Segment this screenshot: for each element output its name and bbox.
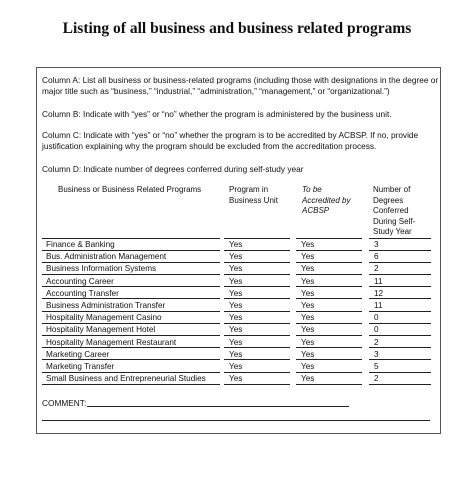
header-degrees-line: During Self-	[373, 216, 416, 226]
in-unit-cell: Yes	[229, 349, 243, 359]
degrees-cell: 3	[374, 349, 379, 359]
column-d-description: Column D: Indicate number of degrees conferred during self-study year	[42, 164, 304, 174]
accredited-cell: Yes	[301, 349, 315, 359]
degrees-cell: 0	[374, 313, 379, 323]
degrees-cell: 2	[374, 264, 379, 274]
degrees-cell: 3	[374, 240, 379, 249]
program-name-cell: Marketing Career	[46, 349, 110, 359]
accredited-cell: Yes	[301, 276, 315, 286]
accredited-cell: Yes	[301, 325, 315, 335]
program-name-cell: Hospitality Management Casino	[46, 313, 162, 323]
header-degrees-line: Study Year	[373, 227, 412, 237]
in-unit-cell: Yes	[229, 252, 243, 262]
comment-line[interactable]	[42, 420, 430, 421]
comment-line[interactable]	[87, 406, 349, 407]
program-name-cell: Marketing Transfer	[46, 362, 115, 371]
header-accredited-line: ACBSP	[302, 206, 330, 216]
program-name-cell: Small Business and Entrepreneurial Studies	[46, 374, 206, 384]
accredited-cell: Yes	[301, 288, 315, 298]
in-unit-cell: Yes	[229, 288, 243, 298]
table-top-rule	[42, 238, 220, 239]
header-degrees-line: Degrees	[373, 195, 404, 205]
program-name-cell: Bus. Administration Management	[46, 252, 167, 262]
degrees-cell: 6	[374, 252, 379, 262]
header-accredited	[302, 185, 350, 217]
in-unit-cell: Yes	[229, 276, 243, 286]
header-degrees-line: Number of	[373, 185, 411, 194]
degrees-cell: 12	[374, 288, 384, 298]
header-in-unit	[229, 185, 278, 206]
degrees-cell: 2	[374, 374, 379, 384]
program-name-cell: Hospitality Management Restaurant	[46, 337, 177, 347]
accredited-cell: Yes	[301, 337, 315, 347]
table-top-rule	[369, 238, 431, 239]
accredited-cell: Yes	[301, 313, 315, 323]
accredited-cell: Yes	[301, 301, 315, 310]
in-unit-cell: Yes	[229, 337, 243, 347]
program-name-cell: Business Information Systems	[46, 264, 157, 274]
comment-label: COMMENT:	[42, 398, 87, 408]
underline	[224, 384, 290, 385]
underline	[296, 384, 362, 385]
program-name-cell: Finance & Banking	[46, 240, 115, 249]
program-name-cell: Business Administration Transfer	[46, 301, 166, 310]
degrees-cell: 11	[374, 276, 383, 286]
program-name-cell: Hospitality Management Hotel	[46, 325, 156, 335]
header-degrees	[373, 185, 415, 238]
header-accredited-line: Accredited by	[302, 195, 351, 205]
in-unit-cell: Yes	[229, 374, 243, 384]
in-unit-cell: Yes	[229, 301, 243, 310]
degrees-cell: 2	[374, 337, 379, 347]
header-in-unit-line: Business Unit	[229, 195, 278, 205]
in-unit-cell: Yes	[229, 264, 243, 274]
page-title: Listing of all business and business related programs	[62, 20, 412, 37]
program-name-cell: Accounting Transfer	[46, 288, 119, 298]
accredited-cell: Yes	[301, 252, 315, 262]
in-unit-cell: Yes	[229, 325, 243, 335]
table-top-rule	[224, 238, 290, 239]
header-degrees-line: Conferred	[373, 206, 409, 216]
table-top-rule	[296, 238, 362, 239]
column-b-description: Column B: Indicate with “yes” or “no” whether the program is administered by the business unit.	[42, 109, 392, 119]
accredited-cell: Yes	[301, 362, 315, 371]
in-unit-cell: Yes	[229, 362, 243, 371]
in-unit-cell: Yes	[229, 313, 243, 323]
in-unit-cell: Yes	[229, 240, 243, 249]
column-c-description: Column C: Indicate with “yes” or “no” whether the program is to be accredited by ACBSP. If no, provide justification explaining why the program should be excluded from the accreditation process.	[42, 130, 419, 151]
program-name-cell: Accounting Career	[46, 276, 114, 286]
column-a-description: Column A: List all business or business-related programs (including those with designations in the degree or major title such as “business,” “industrial,” “administration,” “management,” or “organizational.”)	[42, 75, 439, 96]
header-in-unit-line: Program in	[229, 185, 269, 194]
degrees-cell: 0	[374, 325, 379, 335]
accredited-cell: Yes	[301, 264, 315, 274]
underline	[42, 384, 220, 385]
header-accredited-line: To be	[302, 185, 322, 194]
degrees-cell: 11	[374, 301, 383, 310]
underline	[369, 384, 431, 385]
accredited-cell: Yes	[301, 240, 315, 249]
accredited-cell: Yes	[301, 374, 315, 384]
header-program: Business or Business Related Programs	[58, 185, 202, 194]
degrees-cell: 5	[374, 362, 379, 371]
